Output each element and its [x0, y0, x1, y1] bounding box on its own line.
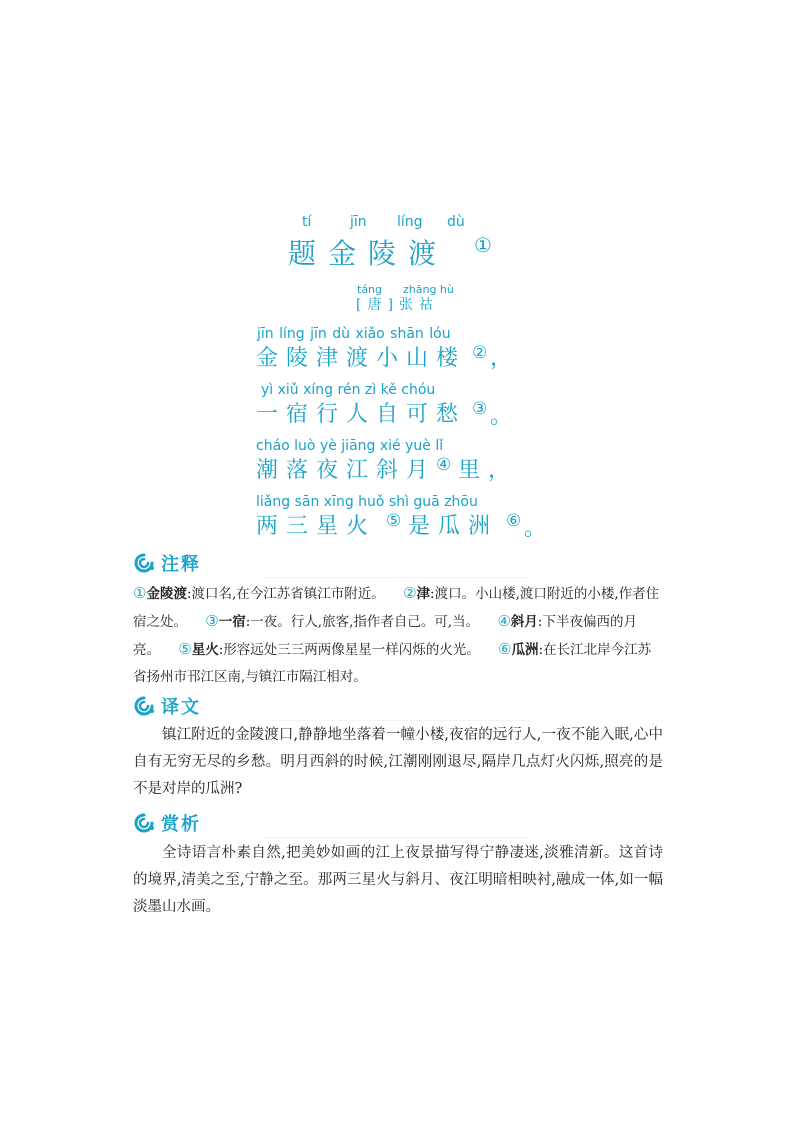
line4-text: 两三星火 [256, 514, 377, 539]
note-num-6: ⑥ [498, 640, 512, 658]
line4-note-marker: ⑤ [386, 511, 402, 531]
poem-block [0, 0, 793, 560]
line3-note-marker: ④ [436, 455, 452, 475]
appreciation-divider [133, 837, 663, 838]
title-pinyin-3: líng [397, 214, 423, 230]
title-pinyin-1: tí [302, 214, 312, 230]
note-num-4: ④ [497, 612, 511, 630]
title-pinyin-2: jīn [350, 214, 367, 230]
line3-tail: 里 [458, 458, 489, 483]
appreciation-paragraph: 全诗语言朴素自然,把美妙如画的江上夜景描写得宁静凄迷,淡雅清新。这首诗的境界,清美之至,宁静之至。那两三星火与斜月、夜江明暗相映衬,融成一体,如一幅淡墨山水画。 [133, 845, 663, 915]
note-term-2: 津 [416, 586, 431, 602]
note-item-5 [178, 642, 480, 658]
note-item-3 [205, 614, 479, 630]
line2-text: 一宿行人自可愁 [256, 402, 467, 427]
note-term-6: 瓜洲 [511, 642, 539, 658]
poem-author: [唐]张祜 [356, 297, 439, 313]
note-item-1 [133, 586, 385, 602]
note-num-3: ③ [205, 612, 219, 630]
note-text-3: :一夜。行人,旅客,指作者自己。可,当。 [245, 614, 480, 630]
swirl-icon [133, 552, 155, 574]
appreciation-body [133, 840, 663, 921]
line2-pinyin: yì xiǔ xíng rén zì kě chóu [261, 382, 436, 398]
line4-pinyin: liǎng sān xīng huǒ shì guā zhōu [256, 494, 478, 510]
line4-punct: 。 [524, 516, 555, 541]
line3-pinyin: cháo luò yè jiāng xié yuè lǐ [256, 438, 444, 454]
note-term-5: 星火 [191, 642, 219, 658]
notes-section-header [133, 550, 663, 576]
translation-body [133, 722, 663, 803]
line3-text: 潮落夜江斜月 [256, 458, 437, 483]
note-num-2: ② [403, 584, 417, 602]
swirl-icon [133, 695, 155, 717]
note-num-5: ⑤ [178, 640, 192, 658]
line1-punct: ， [490, 346, 521, 371]
line1-pinyin: jīn líng jīn dù xiǎo shān lóu [257, 326, 451, 342]
appreciation-section-header [133, 810, 663, 836]
line4-tail: 是瓜洲 [408, 514, 499, 539]
notes-divider [133, 577, 663, 578]
note-text-5: :形容远处三三两两像星星一样闪烁的火光。 [218, 642, 480, 658]
title-pinyin-4: dù [447, 214, 465, 230]
title-note-marker: ① [474, 233, 492, 257]
poem-title: 题金陵渡 [288, 237, 449, 270]
author-pinyin-name: zhāng hù [403, 283, 454, 296]
notes-section-title: 注释 [161, 554, 201, 575]
note-text-2: :渡口。小山楼,渡口附近的小楼,作者住宿之处。 [133, 586, 660, 630]
translation-divider [133, 720, 663, 721]
note-num-1: ① [133, 584, 147, 602]
line1-note-marker: ② [472, 343, 488, 363]
line4-note-marker-2: ⑥ [506, 511, 522, 531]
translation-section-header [133, 693, 663, 719]
line1-text: 金陵津渡小山楼 [256, 346, 467, 371]
note-term-1: 金陵渡 [146, 586, 187, 602]
note-text-6: :在长江北岸今江苏省扬州市邗江区南,与镇江市隔江相对。 [133, 642, 652, 685]
line2-note-marker: ③ [472, 399, 488, 419]
swirl-icon [133, 812, 155, 834]
note-term-3: 一宿 [218, 614, 246, 630]
note-text-4: :下半夜偏西的月亮。 [133, 614, 637, 658]
line2-punct: 。 [490, 404, 521, 429]
author-pinyin-dynasty: táng [357, 283, 383, 296]
appreciation-section-title: 赏析 [161, 814, 201, 835]
note-term-4: 斜月 [510, 614, 538, 630]
notes-list [133, 580, 663, 691]
translation-paragraph: 镇江附近的金陵渡口,静静地坐落着一幢小楼,夜宿的远行人,一夜不能入眠,心中自有无穷无尽的乡愁。明月西斜的时候,江潮刚刚退尽,隔岸几点灯火闪烁,照亮的是不是对岸的瓜洲? [133, 727, 663, 797]
translation-section-title: 译文 [161, 697, 201, 718]
line3-punct: ， [488, 458, 519, 483]
note-text-1: :渡口名,在今江苏省镇江市附近。 [186, 586, 385, 602]
